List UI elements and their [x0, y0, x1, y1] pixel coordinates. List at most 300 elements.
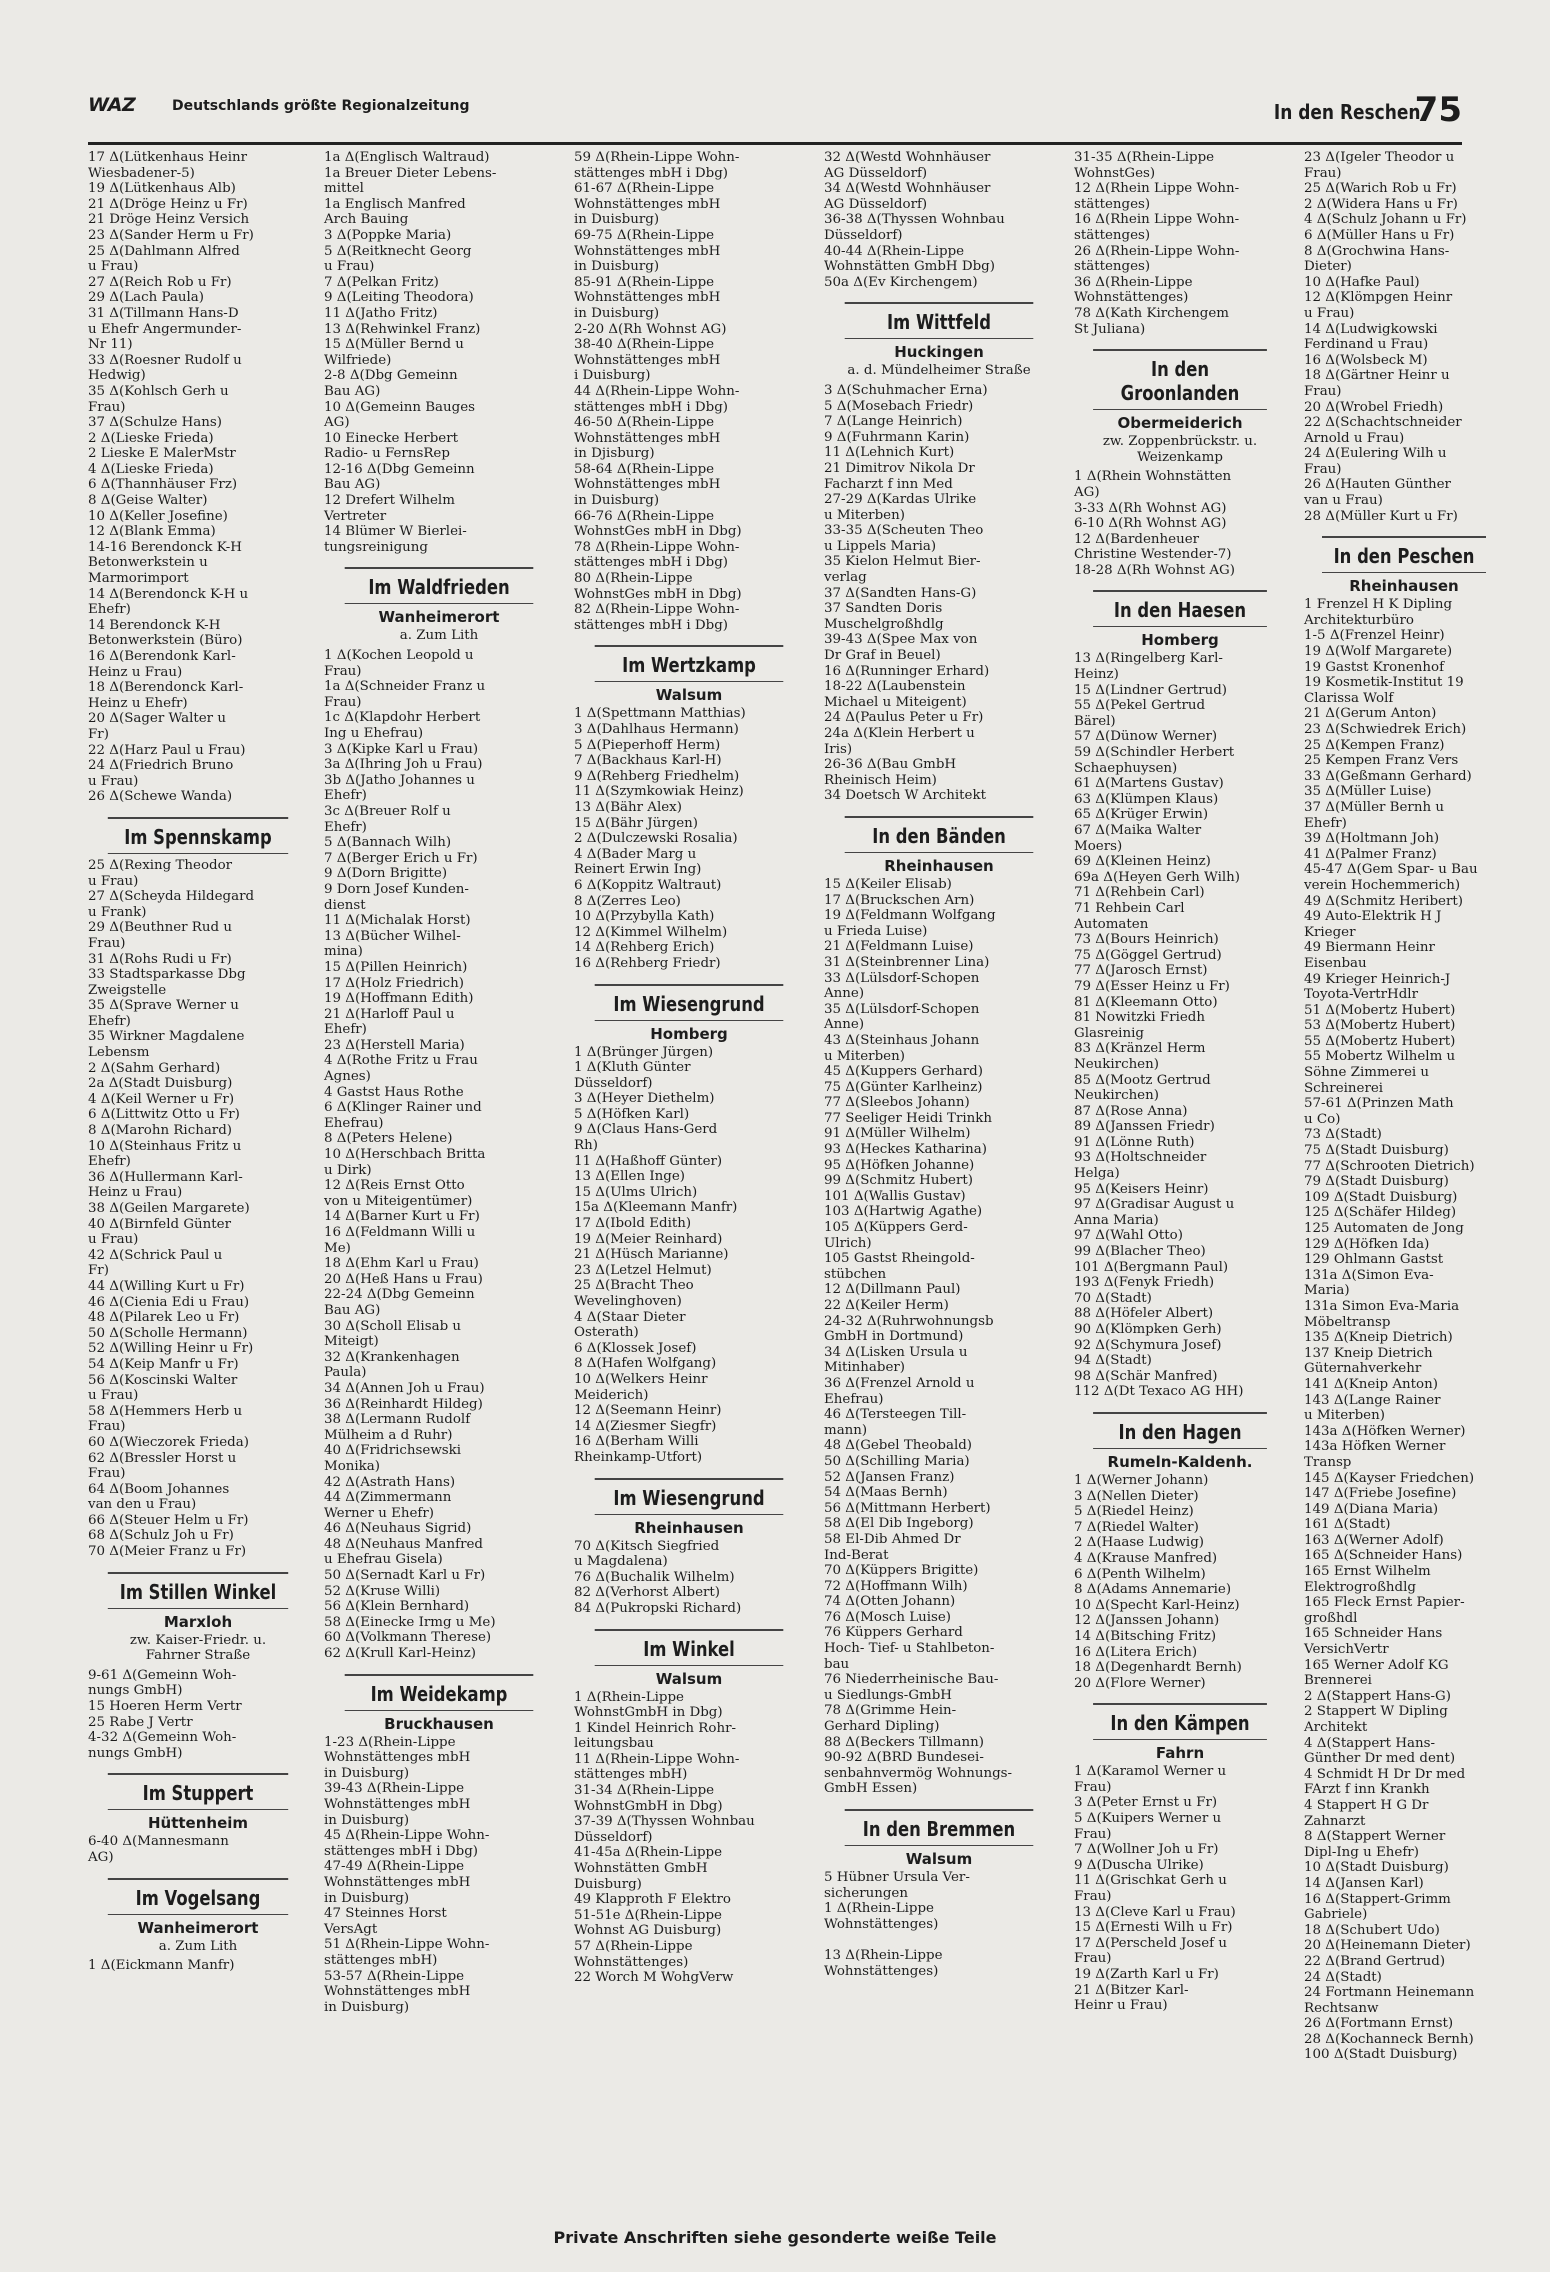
address-entry-line: Bau AG) [324, 1302, 381, 1318]
address-entry-line: Bärel) [1074, 713, 1116, 729]
address-entry-line: 145 Δ(Kayser Friedchen) [1304, 1470, 1475, 1486]
address-entry-line: 24-32 Δ(Ruhrwohnungsb [824, 1313, 994, 1329]
address-entry-line: Mitinhaber) [824, 1360, 906, 1376]
address-entry-line: 19 Δ(Hoffmann Edith) [324, 991, 474, 1007]
address-entry-line: u Ehefrau Gisela) [324, 1552, 443, 1568]
address-entry-line: 35 Δ(Kohlsch Gerh u [88, 383, 229, 399]
address-entry-line: 25 Δ(Dahlmann Alfred [88, 243, 240, 259]
address-entry-line: in Duisburg) [324, 1890, 410, 1906]
address-entry-line: 75 Δ(Stadt Duisburg) [1304, 1143, 1449, 1159]
address-entry-line: 3 Δ(Schuhmacher Erna) [824, 382, 988, 398]
address-entry-line: 7 Δ(Pelkan Fritz) [324, 274, 439, 290]
address-entry-line: 14 Δ(Rehberg Erich) [574, 940, 715, 956]
address-entry-line: 2 Lieske E MalerMstr [88, 446, 236, 462]
address-entry-line: 6-10 Δ(Rh Wohnst AG) [1074, 516, 1227, 532]
address-entry-line: 85 Δ(Mootz Gertrud [1074, 1072, 1211, 1088]
address-entry-line: 58 Δ(Einecke Irmg u Me) [324, 1614, 496, 1630]
address-entry-line: 10 Δ(Keller Josefine) [88, 508, 228, 524]
address-entry-line: Wohnstättenges mbH [574, 430, 721, 446]
address-entry-line: 141 Δ(Kneip Anton) [1304, 1376, 1438, 1392]
address-entry-line: 76 Δ(Buchalik Wilhelm) [574, 1569, 735, 1585]
address-entry-line: 49 Klapproth F Elektro [574, 1892, 731, 1908]
address-entry-line: 77 Δ(Schrooten Dietrich) [1304, 1158, 1475, 1174]
address-entry-line: 56 Δ(Koscinski Walter [88, 1372, 238, 1388]
address-entry-line: VersichVertr [1304, 1642, 1389, 1658]
address-entry-line: 58-64 Δ(Rhein-Lippe [574, 461, 715, 477]
address-entry-line: 11 Δ(Szymkowiak Heinz) [574, 784, 744, 800]
address-entry-line: 70 Δ(Küppers Brigitte) [824, 1563, 979, 1579]
address-entry-line: 31-34 Δ(Rhein-Lippe [574, 1783, 715, 1799]
address-entry-line: 21 Δ(Feldmann Luise) [824, 939, 974, 955]
address-entry-line: stättenges) [1074, 196, 1151, 212]
address-entry-line: 21 Δ(Hüsch Marianne) [574, 1247, 729, 1263]
address-entry-line: 31 Δ(Steinbrenner Lina) [824, 954, 990, 970]
address-entry-line: 49 Krieger Heinrich-J [1304, 971, 1451, 987]
address-entry-line: 49 Δ(Schmitz Heribert) [1304, 893, 1463, 909]
address-entry-line: Frau) [1074, 1889, 1112, 1905]
address-entry-line: 1a Englisch Manfred [324, 196, 466, 212]
address-entry-line: Lebensm [88, 1045, 150, 1061]
address-entry-line: Ehefr) [324, 1022, 367, 1038]
address-entry-line: u Lippels Maria) [824, 538, 937, 554]
address-entry-line: Zweigstelle [88, 982, 167, 998]
address-entry-line: Heinz u Frau) [88, 1185, 183, 1201]
address-entry-line: 36-38 Δ(Thyssen Wohnbau [824, 212, 1005, 228]
address-entry-line: Wohnstättenges) [824, 1916, 939, 1932]
address-entry-line: 8 Δ(Marohn Richard) [88, 1123, 233, 1139]
address-entry-line: Düsseldorf) [824, 227, 903, 243]
address-entry-line: 3 Δ(Peter Ernst u Fr) [1074, 1795, 1218, 1811]
address-entry-line: 15 Δ(Bähr Jürgen) [574, 815, 699, 831]
address-entry-line: 22 Worch M WohgVerw [574, 1970, 734, 1986]
address-entry-line: u Magdalena) [574, 1554, 668, 1570]
address-entry-line: 89 Δ(Janssen Friedr) [1074, 1119, 1215, 1135]
address-entry-line: 1 Δ(Kochen Leopold u [324, 648, 474, 664]
address-entry-line: 1a Breuer Dieter Lebens- [324, 165, 497, 181]
address-entry-line: 21 Δ(Dröge Heinz u Fr) [88, 196, 248, 212]
address-entry-line: 34 Doetsch W Architekt [824, 788, 986, 804]
address-entry-line: 21 Dröge Heinz Versich [88, 212, 250, 228]
address-entry-line: 61 Δ(Martens Gustav) [1074, 776, 1224, 792]
street-heading: Im Waldfrieden [345, 567, 534, 604]
address-entry-line: Anne) [824, 986, 865, 1002]
address-entry-line: 95 Δ(Keisers Heinr) [1074, 1181, 1209, 1197]
address-entry-line: Wohnstättenges mbH [574, 196, 721, 212]
address-entry-line: 1 Δ(Spettmann Matthias) [574, 706, 746, 722]
address-entry-line: 7 Δ(Backhaus Karl-H) [574, 753, 722, 769]
address-entry-line: 58 El-Dib Ahmed Dr [824, 1531, 961, 1547]
address-entry-line: 26 Δ(Fortmann Ernst) [1304, 2016, 1454, 2032]
address-entry-line: 45 Δ(Kuppers Gerhard) [824, 1064, 983, 1080]
address-entry-line: Wohnstättenges mbH [574, 477, 721, 493]
district-heading: Rumeln-Kaldenh. [1107, 1452, 1253, 1471]
address-entry-line: 40 Δ(Fridrichsewski [324, 1443, 462, 1459]
address-entry-line: 19 Gastst Kronenhof [1304, 659, 1445, 675]
address-entry-line: 5 Δ(Bannach Wilh) [324, 835, 452, 851]
address-entry-line: 24 Fortmann Heinemann [1304, 1985, 1475, 2001]
address-entry-line: 9 Dorn Josef Kunden- [324, 881, 469, 897]
address-entry-line: 12 Δ(Klömpgen Heinr [1304, 290, 1453, 306]
address-entry-line: AG) [1074, 484, 1100, 500]
address-entry-line: 3a Δ(Ihring Joh u Frau) [324, 757, 483, 773]
address-entry-line: 51 Δ(Mobertz Hubert) [1304, 1002, 1456, 1018]
address-entry-line: 22 Δ(Harz Paul u Frau) [88, 742, 246, 758]
address-entry-line: 1 Δ(Eickmann Manfr) [88, 1958, 235, 1974]
address-entry-line: 31-35 Δ(Rhein-Lippe [1074, 150, 1215, 165]
address-entry-line: 83 Δ(Kränzel Herm [1074, 1041, 1206, 1057]
address-entry-line: 25 Δ(Bracht Theo [574, 1278, 694, 1294]
address-entry-line: 103 Δ(Hartwig Agathe) [824, 1204, 983, 1220]
address-entry-line: 7 Δ(Lange Heinrich) [824, 414, 963, 430]
address-entry-line: 6 Δ(Koppitz Waltraut) [574, 877, 722, 893]
address-entry-line: 35 Wirkner Magdalene [88, 1029, 245, 1045]
address-entry-line: 16 Δ(Stappert-Grimm [1304, 1891, 1451, 1907]
address-entry-line: 92 Δ(Schymura Josef) [1074, 1337, 1222, 1353]
address-entry-line: stübchen [824, 1266, 887, 1282]
address-entry-line: 34 Δ(Lisken Ursula u [824, 1344, 968, 1360]
address-entry-line: 8 Δ(Stappert Werner [1304, 1829, 1446, 1845]
newspaper-tagline: Deutschlands größte Regionalzeitung [172, 98, 470, 114]
address-entry-line: Nr 11) [88, 337, 133, 353]
address-entry-line: 46 Δ(Neuhaus Sigrid) [324, 1521, 472, 1537]
address-entry-line: 2 Stappert W Dipling [1304, 1704, 1448, 1720]
street-heading: In den Bänden [845, 816, 1034, 853]
address-entry-line: 3 Δ(Dahlhaus Hermann) [574, 722, 739, 737]
address-entry-line: in Duisburg) [574, 305, 660, 321]
address-entry-line: 1 Δ(Rhein-Lippe [574, 1689, 684, 1705]
address-entry-line: 15 Δ(Ernesti Wilh u Fr) [1074, 1920, 1233, 1936]
address-entry-line: 41-45a Δ(Rhein-Lippe [574, 1845, 723, 1861]
address-entry-line: 14-16 Berendonck K-H [88, 539, 242, 555]
address-entry-line: in Djisburg) [574, 446, 655, 462]
address-entry-line: 10 Δ(Stadt Duisburg) [1304, 1860, 1449, 1876]
address-entry-line: 62 Δ(Bressler Horst u [88, 1450, 237, 1466]
district-heading: Rheinhausen [1349, 577, 1459, 596]
address-entry-line: 18 Δ(Gärtner Heinr u [1304, 368, 1450, 384]
address-entry-line: 22 Δ(Brand Gertrud) [1304, 1953, 1446, 1969]
address-entry-line: Paula) [324, 1365, 367, 1381]
district-heading: Huckingen [894, 343, 984, 362]
address-entry-line: 4 Δ(Keil Werner u Fr) [88, 1091, 235, 1107]
address-entry-line: 31 Δ(Tillmann Hans-D [88, 305, 239, 321]
address-entry-line: 49 Biermann Heinr [1304, 940, 1435, 956]
address-entry-line: u Frieda Luise) [824, 923, 928, 939]
address-entry-line: 19 Δ(Feldmann Wolfgang [824, 908, 996, 924]
address-entry-line: 77 Δ(Jarosch Ernst) [1074, 963, 1208, 979]
address-entry-line: 143a Δ(Höfken Werner) [1304, 1423, 1466, 1439]
address-entry-line: Neukirchen) [1074, 1088, 1159, 1104]
address-entry-line: 39 Δ(Holtmann Joh) [1304, 831, 1440, 847]
address-entry-line: 52 Δ(Jansen Franz) [824, 1469, 955, 1485]
address-entry-line: Architekturbüro [1304, 612, 1414, 628]
address-entry-line: 2a Δ(Stadt Duisburg) [88, 1076, 233, 1092]
address-entry-line: 165 Ernst Wilhelm [1304, 1564, 1431, 1580]
address-entry-line: 37 Sandten Doris [824, 601, 943, 617]
address-entry-line: 1a Δ(Schneider Franz u [324, 679, 486, 695]
address-entry-line: 105 Gastst Rheingold- [824, 1251, 975, 1267]
address-entry-line: 67 Δ(Maika Walter [1074, 823, 1202, 838]
address-entry-line: 5 Δ(Höfken Karl) [574, 1106, 690, 1122]
address-entry-line: 24 Δ(Eulering Wilh u [1304, 446, 1447, 462]
address-entry-line: Transp [1304, 1454, 1352, 1470]
address-entry-line: 3 Δ(Nellen Dieter) [1074, 1488, 1199, 1504]
address-entry-line: 59 Δ(Schindler Herbert [1074, 745, 1235, 761]
address-entry-line: senbahnvermög Wohnungs- [824, 1765, 1013, 1781]
address-entry-line: Anne) [824, 1017, 865, 1033]
section-title: In den Reschen [1273, 100, 1420, 124]
address-entry-line: 32 Δ(Westd Wohnhäuser [824, 150, 991, 165]
address-entry-line: 26 Δ(Hauten Günther [1304, 477, 1451, 493]
address-entry-line: 76 Niederrheinische Bau- [824, 1672, 999, 1688]
address-entry-line: 3 Δ(Heyer Diethelm) [574, 1091, 715, 1107]
address-entry-line: 81 Δ(Kleemann Otto) [1074, 994, 1218, 1010]
address-entry-line: Glasreinig [1074, 1025, 1144, 1041]
address-entry-line: Marmorimport [88, 571, 189, 587]
district-heading: Walsum [655, 686, 723, 705]
address-entry-line: 2 Δ(Widera Hans u Fr) [1304, 196, 1458, 212]
address-entry-line: 4 Gastst Haus Rothe [324, 1084, 464, 1100]
address-entry-line: u Frau) [88, 259, 139, 275]
address-entry-line: 16 Δ(Feldmann Willi u [324, 1225, 476, 1240]
address-entry-line: 75 Δ(Göggel Gertrud) [1074, 947, 1222, 963]
address-entry-line: 2 Δ(Haase Ludwig) [1074, 1535, 1204, 1551]
address-entry-line: Hoch- Tief- u Stahlbeton- [824, 1641, 995, 1657]
address-entry-line: 26 Δ(Schewe Wanda) [88, 789, 233, 805]
address-entry-line: Wohnstättenges mbH [324, 1984, 471, 2000]
address-entry-line: 50a Δ(Ev Kirchengem) [824, 274, 978, 290]
address-entry-line: AG) [88, 1850, 114, 1865]
address-entry-line: 24a Δ(Klein Herbert u [824, 726, 975, 741]
address-entry-line: 51 Δ(Rhein-Lippe Wohn- [324, 1937, 490, 1953]
address-entry-line: 7 Δ(Wollner Joh u Fr) [1074, 1842, 1219, 1858]
address-entry-line: 82 Δ(Rhein-Lippe Wohn- [574, 602, 740, 618]
directory-column [824, 150, 1054, 1979]
address-entry-line: Ehefrau) [824, 1391, 884, 1407]
address-entry-line: 78 Δ(Kath Kirchengem [1074, 305, 1229, 321]
address-entry-line: Wohnstättenges mbH [324, 1797, 471, 1812]
address-entry-line: 19 Kosmetik-Institut 19 [1304, 675, 1464, 691]
address-entry-line: 2 Δ(Lieske Frieda) [88, 430, 214, 446]
address-entry-line: 9 Δ(Rehberg Friedhelm) [574, 768, 740, 784]
address-entry-line: 125 Automaten de Jong [1304, 1221, 1464, 1236]
address-entry-line: 65 Δ(Krüger Erwin) [1074, 807, 1209, 823]
address-entry-line: 44 Δ(Zimmermann [324, 1490, 452, 1506]
address-entry-line: 66-76 Δ(Rhein-Lippe [574, 508, 715, 524]
address-entry-line: 44 Δ(Willing Kurt u Fr) [88, 1278, 245, 1294]
address-entry-line: 40 Δ(Birnfeld Günter [88, 1216, 231, 1232]
address-entry-line: 1a Δ(Englisch Waltraud) [324, 150, 490, 165]
address-entry-line: 165 Schneider Hans [1304, 1626, 1443, 1642]
address-entry-line: 13 Δ(Bücher Wilhel- [324, 928, 461, 944]
address-entry-line: 20 Δ(Sager Walter u [88, 711, 226, 727]
address-entry-line: in Duisburg) [574, 212, 660, 228]
address-entry-line: 1-23 Δ(Rhein-Lippe [324, 1734, 456, 1750]
address-entry-line: 77 Δ(Sleebos Johann) [824, 1095, 970, 1111]
address-entry-line: Güternahverkehr [1304, 1361, 1422, 1377]
address-entry-line: 46 Δ(Cienia Edi u Frau) [88, 1294, 250, 1310]
address-entry-line: 2 Δ(Sahm Gerhard) [88, 1060, 221, 1076]
address-entry-line: mittel [324, 181, 364, 197]
address-entry-line: 99 Δ(Schmitz Hubert) [824, 1173, 973, 1189]
address-entry-line: 57-61 Δ(Prinzen Math [1304, 1096, 1454, 1112]
street-heading: Im Stillen Winkel [108, 1572, 288, 1609]
address-entry-line: 137 Kneip Dietrich [1304, 1345, 1433, 1361]
address-entry-line: WohnstGes mbH in Dbg) [574, 524, 742, 540]
address-entry-line: 17 Δ(Bruckschen Arn) [824, 892, 975, 908]
address-entry-line: Ind-Berat [824, 1547, 889, 1563]
address-entry-line: AG Düsseldorf) [824, 196, 928, 212]
address-entry-line: 135 Δ(Kneip Dietrich) [1304, 1330, 1453, 1346]
address-entry-line: 1-5 Δ(Frenzel Heinr) [1304, 628, 1445, 644]
address-entry-line: 14 Δ(Jansen Karl) [1304, 1875, 1424, 1891]
address-entry-line: 93 Δ(Heckes Katharina) [824, 1142, 987, 1158]
address-entry-line: Rh) [574, 1138, 598, 1154]
address-entry-line: 48 Δ(Neuhaus Manfred [324, 1536, 483, 1552]
address-entry-line: Frau) [88, 1419, 126, 1435]
address-entry-line: Frau) [1074, 1779, 1112, 1795]
address-entry-line: u Frank) [88, 904, 147, 920]
address-entry-line: Wohnstättenges mbH [574, 352, 721, 368]
address-entry-line: 149 Δ(Diana Maria) [1304, 1501, 1439, 1517]
address-entry-line: 131a Simon Eva-Maria [1304, 1298, 1460, 1314]
address-entry-line: Wohnstättenges) [824, 1963, 939, 1979]
address-entry-line: 17 Δ(Holz Friedrich) [324, 975, 465, 991]
address-entry-line: 13 Δ(Rhein-Lippe [824, 1947, 943, 1963]
address-entry-line: 33 Δ(Lülsdorf-Schopen [824, 970, 980, 986]
address-entry-line: 18 Δ(Berendonck Karl- [88, 680, 244, 696]
address-entry-line: 87 Δ(Rose Anna) [1074, 1103, 1188, 1119]
address-entry-line: 6 Δ(Thannhäuser Frz) [88, 477, 238, 493]
address-entry-line: 1 Δ(Kluth Günter [574, 1060, 691, 1076]
address-entry-line: van den u Frau) [88, 1497, 197, 1513]
address-entry-line: Osterath) [574, 1325, 639, 1341]
address-entry-line: 6-40 Δ(Mannesmann [88, 1834, 229, 1850]
address-entry-line: Düsseldorf) [574, 1829, 653, 1845]
address-entry-line: 1 Δ(Werner Johann) [1074, 1472, 1209, 1488]
address-entry-line: Dr Graf in Beuel) [824, 648, 941, 664]
address-entry-line: Wohnst AG Duisburg) [574, 1923, 722, 1939]
address-entry-line: 10 Δ(Specht Karl-Heinz) [1074, 1597, 1240, 1613]
page-footer-note: Private Anschriften siehe gesonderte weiße Teile [553, 2228, 997, 2247]
address-entry-line: Wevelinghoven) [574, 1294, 682, 1309]
address-entry-line: 17 Δ(Perscheld Josef u [1074, 1935, 1228, 1951]
address-entry-line: Frau) [1304, 461, 1342, 477]
address-entry-line: 193 Δ(Fenyk Friedh) [1074, 1275, 1215, 1291]
address-entry-line: 36 Δ(Frenzel Arnold u [824, 1375, 975, 1391]
address-entry-line: 42 Δ(Schrick Paul u [88, 1247, 223, 1263]
address-entry-line: 66 Δ(Steuer Helm u Fr) [88, 1512, 249, 1528]
page-header [88, 90, 1462, 130]
address-entry-line: 48 Δ(Pilarek Leo u Fr) [88, 1310, 240, 1326]
address-entry-line: 23 Δ(Sander Herm u Fr) [88, 227, 254, 243]
address-entry-line: 1 Δ(Rhein Wohnstätten [1074, 469, 1232, 485]
address-entry-line: Facharzt f inn Med [824, 476, 953, 492]
address-entry-line: großhdl [1304, 1610, 1358, 1626]
address-entry-line: 163 Δ(Werner Adolf) [1304, 1532, 1444, 1548]
address-entry-line: 52 Δ(Kruse Willi) [324, 1583, 441, 1599]
address-entry-line: 35 Kielon Helmut Bier- [824, 554, 981, 570]
address-entry-line: 10 Δ(Gemeinn Bauges [324, 399, 476, 415]
address-entry-line: 77 Seeliger Heidi Trinkh [824, 1110, 993, 1126]
address-entry-line: Heinz u Frau) [88, 664, 183, 680]
address-entry-line: 37 Δ(Schulze Hans) [88, 415, 223, 431]
address-entry-line: Ehefr) [324, 819, 367, 835]
address-entry-line: stättenges) [1074, 227, 1151, 243]
address-entry-line: Miteigt) [324, 1334, 379, 1350]
address-entry-line: 22-24 Δ(Dbg Gemeinn [324, 1287, 475, 1303]
address-entry-line: Duisburg) [574, 1876, 642, 1892]
address-entry-line: Fr) [88, 1263, 109, 1279]
address-entry-line: 11 Δ(Rhein-Lippe Wohn- [574, 1751, 740, 1767]
address-entry-line: 44 Δ(Rhein-Lippe Wohn- [574, 383, 740, 399]
address-entry-line: 19 Δ(Lütkenhaus Alb) [88, 181, 236, 197]
address-entry-line: bau [824, 1656, 850, 1672]
street-heading: In den Haesen [1093, 590, 1267, 627]
address-entry-line: 18-22 Δ(Laubenstein [824, 679, 966, 695]
address-entry-line: 55 Δ(Mobertz Hubert) [1304, 1033, 1456, 1049]
address-entry-line: 91 Δ(Lönne Ruth) [1074, 1134, 1195, 1150]
address-entry-line: Günther Dr med dent) [1304, 1751, 1456, 1767]
address-entry-line: 23 Δ(Letzel Helmut) [574, 1262, 712, 1278]
address-entry-line: 3b Δ(Jatho Johannes u [324, 772, 475, 788]
district-heading: Hüttenheim [147, 1814, 249, 1833]
street-heading: In den Groonlanden [1093, 349, 1267, 410]
newspaper-logo: WAZ [88, 94, 136, 116]
address-entry-line: 7 Δ(Riedel Walter) [1074, 1519, 1199, 1535]
address-entry-line: St Juliana) [1074, 321, 1146, 337]
address-entry-line: 4-32 Δ(Gemeinn Woh- [88, 1730, 237, 1746]
address-entry-line: WohnstGes) [1074, 165, 1156, 181]
address-entry-line: 53 Δ(Mobertz Hubert) [1304, 1018, 1456, 1034]
address-entry-line: 69-75 Δ(Rhein-Lippe [574, 227, 715, 243]
address-entry-line: 12 Δ(Blank Emma) [88, 524, 216, 540]
address-entry-line: u Frau) [88, 1388, 139, 1404]
address-entry-line: 12 Drefert Wilhelm [324, 493, 455, 509]
address-entry-line: 78 Δ(Grimme Hein- [824, 1703, 957, 1719]
district-location-note: zw. Kaiser-Friedr. u. Fahrner Straße [129, 1632, 267, 1664]
address-entry-line: in Duisburg) [574, 493, 660, 509]
address-entry-line: 37 Δ(Müller Bernh u [1304, 799, 1444, 815]
address-entry-line: Wohnstättenges mbH [574, 290, 721, 306]
address-entry-line: 4 Δ(Bader Marg u [574, 846, 697, 862]
address-entry-line: 8 Δ(Geise Walter) [88, 493, 208, 509]
address-entry-line: 30 Δ(Scholl Elisab u [324, 1318, 462, 1334]
street-heading: Im Weidekamp [345, 1674, 534, 1711]
address-entry-line: Dieter) [1304, 259, 1352, 275]
address-entry-line: mann) [824, 1422, 868, 1438]
address-entry-line: 5 Δ(Pieperhoff Herm) [574, 737, 721, 753]
address-entry-line: Söhne Zimmerei u [1304, 1065, 1430, 1081]
address-entry-line: 36 Δ(Rhein-Lippe [1074, 274, 1193, 290]
address-entry-line: 105 Δ(Küppers Gerd- [824, 1220, 968, 1236]
address-entry-line: Wohnstätten GmbH Dbg) [824, 259, 995, 275]
address-entry-line: tungsreinigung [324, 539, 428, 555]
address-entry-line: 13 Δ(Cleve Karl u Frau) [1074, 1904, 1236, 1920]
address-entry-line: Helga) [1074, 1166, 1120, 1182]
address-entry-line: AG Düsseldorf) [824, 165, 928, 181]
address-entry-line: u Frau) [1304, 305, 1355, 321]
address-entry-line: 79 Δ(Esser Heinz u Fr) [1074, 978, 1230, 994]
address-entry-line: 16 Δ(Berendonk Karl- [88, 649, 236, 664]
address-entry-line: 2 Δ(Dulczewski Rosalia) [574, 831, 738, 847]
address-entry-line: Iris) [824, 741, 853, 757]
address-entry-line: Monika) [324, 1458, 381, 1474]
address-entry-line: 2-20 Δ(Rh Wohnst AG) [574, 321, 727, 337]
address-entry-line: 43 Δ(Steinhaus Johann [824, 1032, 980, 1048]
address-entry-line: Frau) [324, 663, 362, 679]
address-entry-line: 33 Δ(Roesner Rudolf u [88, 352, 242, 368]
address-entry-line: 3c Δ(Breuer Rolf u [324, 803, 451, 819]
